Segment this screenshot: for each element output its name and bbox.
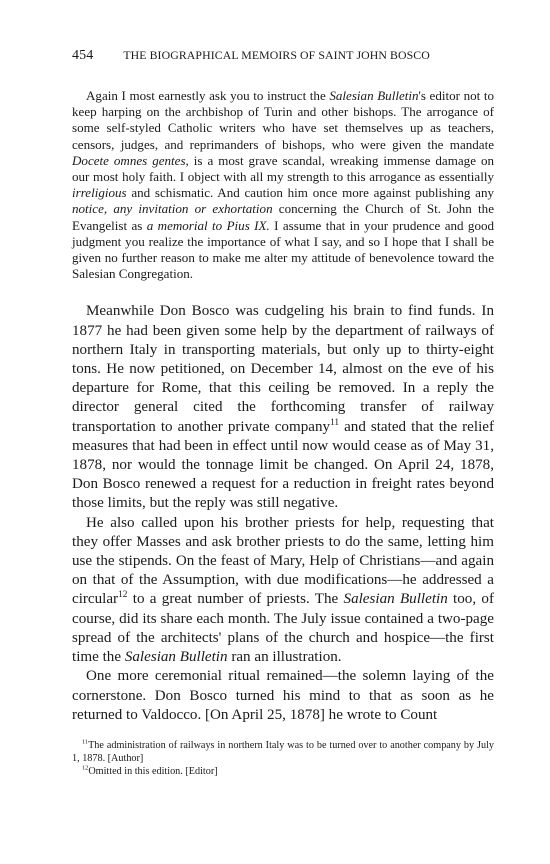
body-paragraph <box>72 667 494 725</box>
running-title: THE BIOGRAPHICAL MEMOIRS OF SAINT JOHN BOSCO <box>123 48 430 62</box>
text-run: and schismatic. And caution him once more against publishing any <box>126 185 494 201</box>
text-run: ran an illustration. <box>227 649 342 666</box>
page-number: 454 <box>72 48 94 63</box>
text-run: concerning the Church of St. John the Evangelist as <box>72 201 494 233</box>
body-text <box>72 302 494 724</box>
text-run: Meanwhile Don Bosco was cudgeling his brain to find funds. In 1877 he had been given some help by the department of railways of northern Italy in transporting materials, but only up to thirty-eight tons. He now petitioned, on December 14, almost on the eve of his departure for Rome, that this ceiling be removed. In a reply the director general cited the forthcoming transfer of railway transportation to another private company <box>72 303 494 435</box>
body-paragraph <box>72 514 494 668</box>
text-run: Again I most earnestly ask you to instruct the <box>86 88 330 103</box>
footnotes <box>72 739 494 778</box>
block-quote <box>72 88 494 282</box>
italic-text: Salesian Bulletin <box>124 649 228 666</box>
text-run: The administration of railways in northern Italy was to be turned over to another company by July 1, 1878. [Author] <box>72 739 494 764</box>
running-header <box>72 48 494 64</box>
body-paragraph <box>72 302 494 513</box>
text-run: and stated that the relief measures that had been in effect until now would cease as of May 31, 1878, nor would the tonnage limit be changed. On April 24, 1878, Don Bosco renewed a request for a reduction in freight rates beyond those limits, but the reply was still negative. <box>72 418 494 512</box>
note-marker: 11 <box>330 417 340 428</box>
italic-text: Salesian Bulletin <box>343 591 448 608</box>
italic-text: a memorial to Pius IX. <box>146 217 270 233</box>
footnote <box>72 765 494 778</box>
text-run: to a great number of priests. The <box>127 591 344 608</box>
book-page <box>72 48 494 778</box>
text-run: He also called upon his brother priests for help, requesting that they offer Masses and ask brother priests to do the same, letting him use the stipends. On the feast of Mary, Help of Christians—and again on that of the Assumption, with due modifications—he addressed a circular <box>72 514 494 608</box>
italic-text: irreligious <box>72 185 127 201</box>
note-marker: 11 <box>82 738 89 746</box>
italic-text: Docete omnes gentes, <box>72 152 189 168</box>
footnote <box>72 739 494 765</box>
note-marker: 12 <box>118 590 128 601</box>
text-run: is a most grave scandal, wreaking immense damage on our most holy faith. I object with all my strength to this arrogance as essentially <box>72 152 494 185</box>
note-marker: 12 <box>82 764 89 772</box>
italic-text: notice, any invitation or exhortation <box>72 201 273 217</box>
text-run: 's editor not to keep harping on the archbishop of Turin and other bishops. The arrogance of some self-styled Catholic writers who have set themselves up as teachers, censors, judges, and reprimanders of bishops, who were given the mandate <box>72 88 495 152</box>
text-run: I assume that in your prudence and good judgment you realize the importance of what I say, and so I hope that I shall be given no further reason to make me alter my attitude of benevolence toward the Salesian Congregation. <box>72 217 495 282</box>
text-run: too, of course, did its share each month. The July issue contained a two-page spread of the architects' plans of the church and hospice—the first time the <box>72 591 494 666</box>
quote-paragraph <box>72 88 494 282</box>
text-run: One more ceremonial ritual remained—the solemn laying of the cornerstone. Don Bosco turned his mind to that as soon as he returned to Valdocco. [On April 25, 1878] he wrote to Count <box>72 668 494 723</box>
italic-text: Salesian Bulletin <box>329 88 419 103</box>
text-run: Omitted in this edition. [Editor] <box>88 765 218 777</box>
